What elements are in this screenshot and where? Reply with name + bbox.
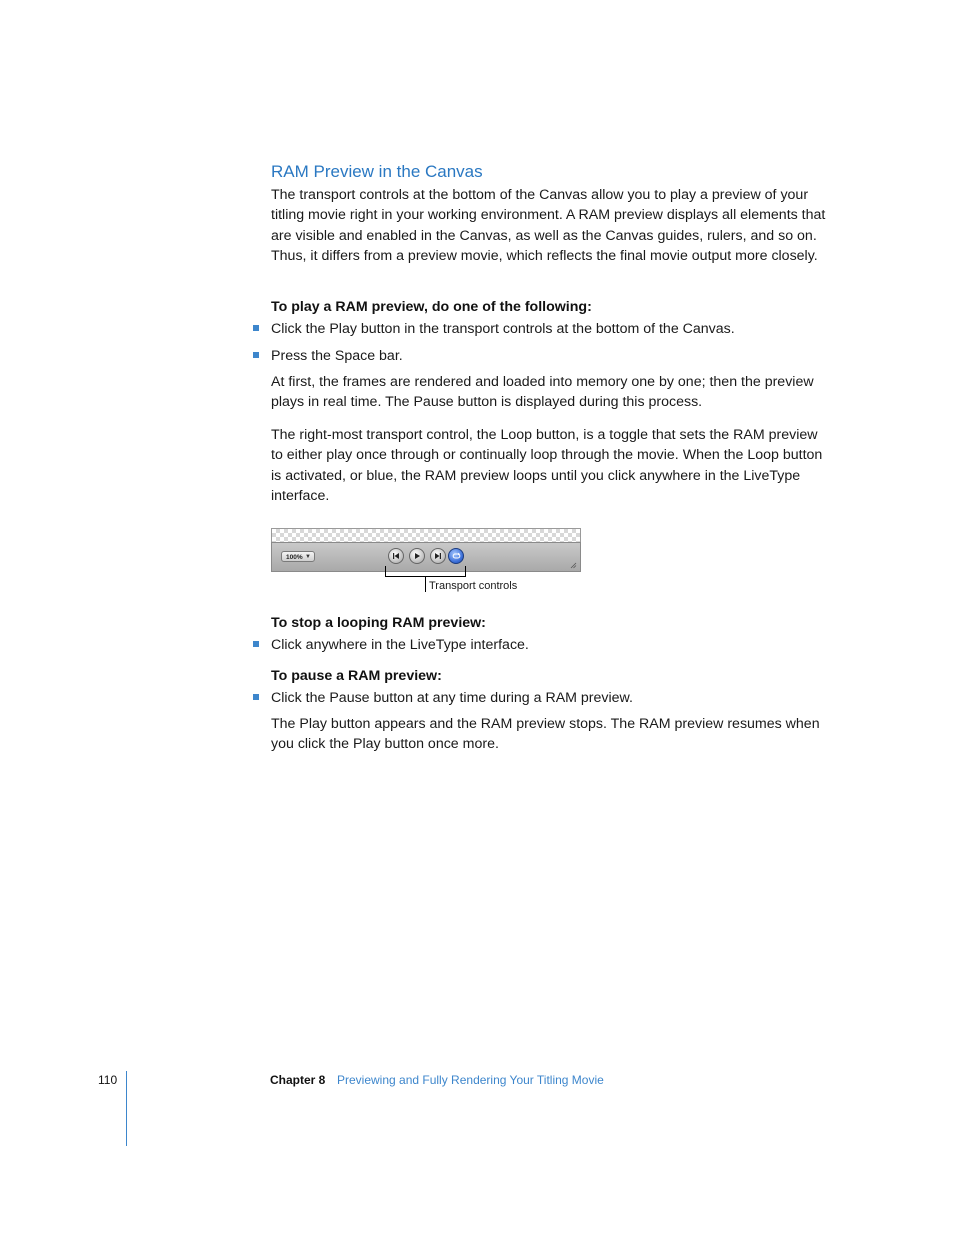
callout-bracket xyxy=(385,566,466,577)
bullet-text: Click anywhere in the LiveType interface. xyxy=(271,637,529,653)
next-frame-icon xyxy=(434,552,442,560)
bullet-text: Click the Play button in the transport controls at the bottom of the Canvas. xyxy=(271,321,735,337)
stop-task-label: To stop a looping RAM preview: xyxy=(271,615,486,631)
bullet-item xyxy=(253,346,833,366)
chapter-label: Chapter 8 xyxy=(270,1073,326,1087)
bullet-marker xyxy=(253,352,259,358)
intro-paragraph: The transport controls at the bottom of the Canvas allow you to play a preview of your titling movie right in your working environment. A RAM preview displays all elements that are visible and enabled in the Canvas, as well as the Canvas guides, rulers, and so on. Thus, it differs from a preview movie, which reflects the final movie output more closely. xyxy=(271,187,826,265)
bullet-marker xyxy=(253,641,259,647)
bullet-text: Press the Space bar. xyxy=(271,348,403,364)
zoom-popup[interactable] xyxy=(281,551,315,562)
previous-frame-button[interactable] xyxy=(388,548,404,564)
chevron-down-icon: ▼ xyxy=(305,554,311,560)
bullet-text: Click the Pause button at any time during a RAM preview. xyxy=(271,690,633,706)
loop-button[interactable] xyxy=(448,548,464,564)
pause-task-label: To pause a RAM preview: xyxy=(271,668,442,684)
figure-callout: Transport controls xyxy=(429,580,518,592)
play-task-label: To play a RAM preview, do one of the following: xyxy=(271,299,592,315)
pause-note-paragraph: The Play button appears and the RAM preview stops. The RAM preview resumes when you click the Play button once more. xyxy=(271,716,820,753)
bullet-item xyxy=(253,688,833,708)
loop-icon xyxy=(452,552,461,560)
zoom-value: 100% xyxy=(286,554,303,561)
bullet-marker xyxy=(253,694,259,700)
next-frame-button[interactable] xyxy=(430,548,446,564)
chapter-title: Previewing and Fully Rendering Your Titling Movie xyxy=(337,1073,604,1087)
bullet-marker xyxy=(253,325,259,331)
play-button[interactable] xyxy=(409,548,425,564)
resize-grip-icon[interactable] xyxy=(570,562,577,569)
play-note-paragraph: At first, the frames are rendered and loaded into memory one by one; then the preview plays in real time. The Pause button is displayed during this process. xyxy=(271,374,814,411)
bullet-item xyxy=(253,319,833,339)
play-icon xyxy=(413,552,421,560)
previous-frame-icon xyxy=(392,552,400,560)
page-number: 110 xyxy=(98,1073,118,1087)
section-heading: RAM Preview in the Canvas xyxy=(271,162,483,181)
bullet-item xyxy=(253,635,833,655)
callout-leader-line xyxy=(425,577,426,592)
footer-divider xyxy=(126,1071,127,1146)
loop-note-paragraph: The right-most transport control, the Loop button, is a toggle that sets the RAM preview to either play once through or continually loop through the movie. When the Loop button is activated, or blue, the RAM preview loops until you click anywhere in the LiveType interface. xyxy=(271,427,823,505)
canvas-checkerboard xyxy=(271,528,581,543)
